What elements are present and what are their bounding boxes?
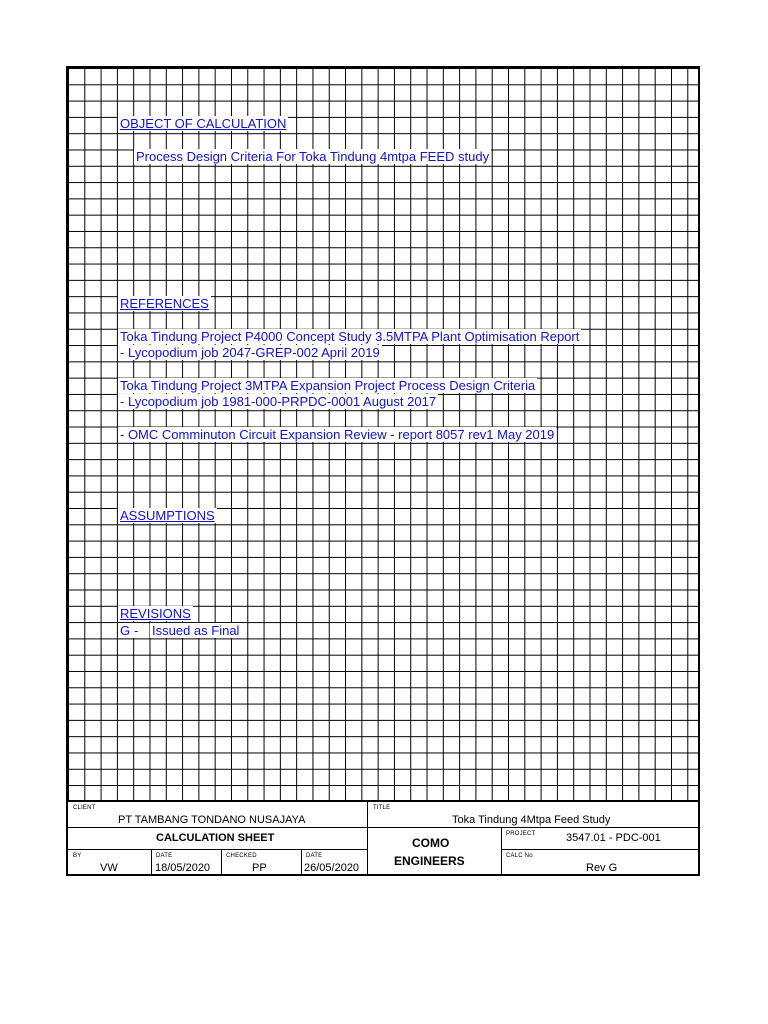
date1-cell [152,850,222,876]
date2-value: 26/05/2020 [304,862,360,874]
checked-value: PP [252,862,267,874]
company-line-2: ENGINEERS [394,854,465,868]
sheet-type-cell [68,828,368,850]
company-line-1: COMO [412,836,450,850]
date1-value: 18/05/2020 [155,862,211,874]
title-label: TITLE [373,805,391,811]
reference-1-line-1: Toka Tindung Project P4000 Concept Study 3.5MTPA Plant Optimisation Report [120,329,580,344]
calc-no-cell [502,850,698,876]
project-label: PROJECT [506,831,536,837]
revisions-heading: REVISIONS [120,606,191,621]
by-cell [68,850,152,876]
client-cell [68,802,368,828]
assumptions-heading: ASSUMPTIONS [120,508,215,523]
title-block [68,800,698,878]
grid-area [68,68,698,800]
project-number: 3547.01 - PDC-001 [566,832,661,844]
revision-dash: - [134,623,139,638]
date2-label: DATE [306,853,323,859]
reference-3: - OMC Comminuton Circuit Expansion Review - report 8057 rev1 May 2019 [120,427,555,442]
reference-2-line-2: - Lycopodium job 1981-000-PRPDC-0001 August 2017 [120,394,437,409]
calculation-sheet [66,66,700,876]
object-text: Process Design Criteria For Toka Tindung 4mtpa FEED study [136,149,490,164]
by-label: BY [73,853,82,859]
project-cell [502,828,698,850]
revision-code: G [120,623,131,638]
revision-text: Issued as Final [152,623,240,638]
reference-2-line-1: Toka Tindung Project 3MTPA Expansion Project Process Design Criteria [120,378,536,393]
title-cell [368,802,698,828]
reference-1-line-2: - Lycopodium job 2047-GREP-002 April 2019 [120,345,380,360]
references-heading: REFERENCES [120,296,209,311]
sheet-type: CALCULATION SHEET [156,832,275,844]
project-title: Toka Tindung 4Mtpa Feed Study [452,814,611,826]
by-value: VW [100,862,118,874]
date2-cell [302,850,368,876]
checked-cell [222,850,302,876]
company-cell [368,828,502,876]
calc-no-value: Rev G [586,862,618,874]
checked-label: CHECKED [226,853,257,859]
date1-label: DATE [156,853,173,859]
calc-no-label: CALC No [506,853,533,859]
object-heading: OBJECT OF CALCULATION [120,116,287,131]
client-label: CLIENT [73,805,96,811]
client-name: PT TAMBANG TONDANO NUSAJAYA [118,814,306,826]
